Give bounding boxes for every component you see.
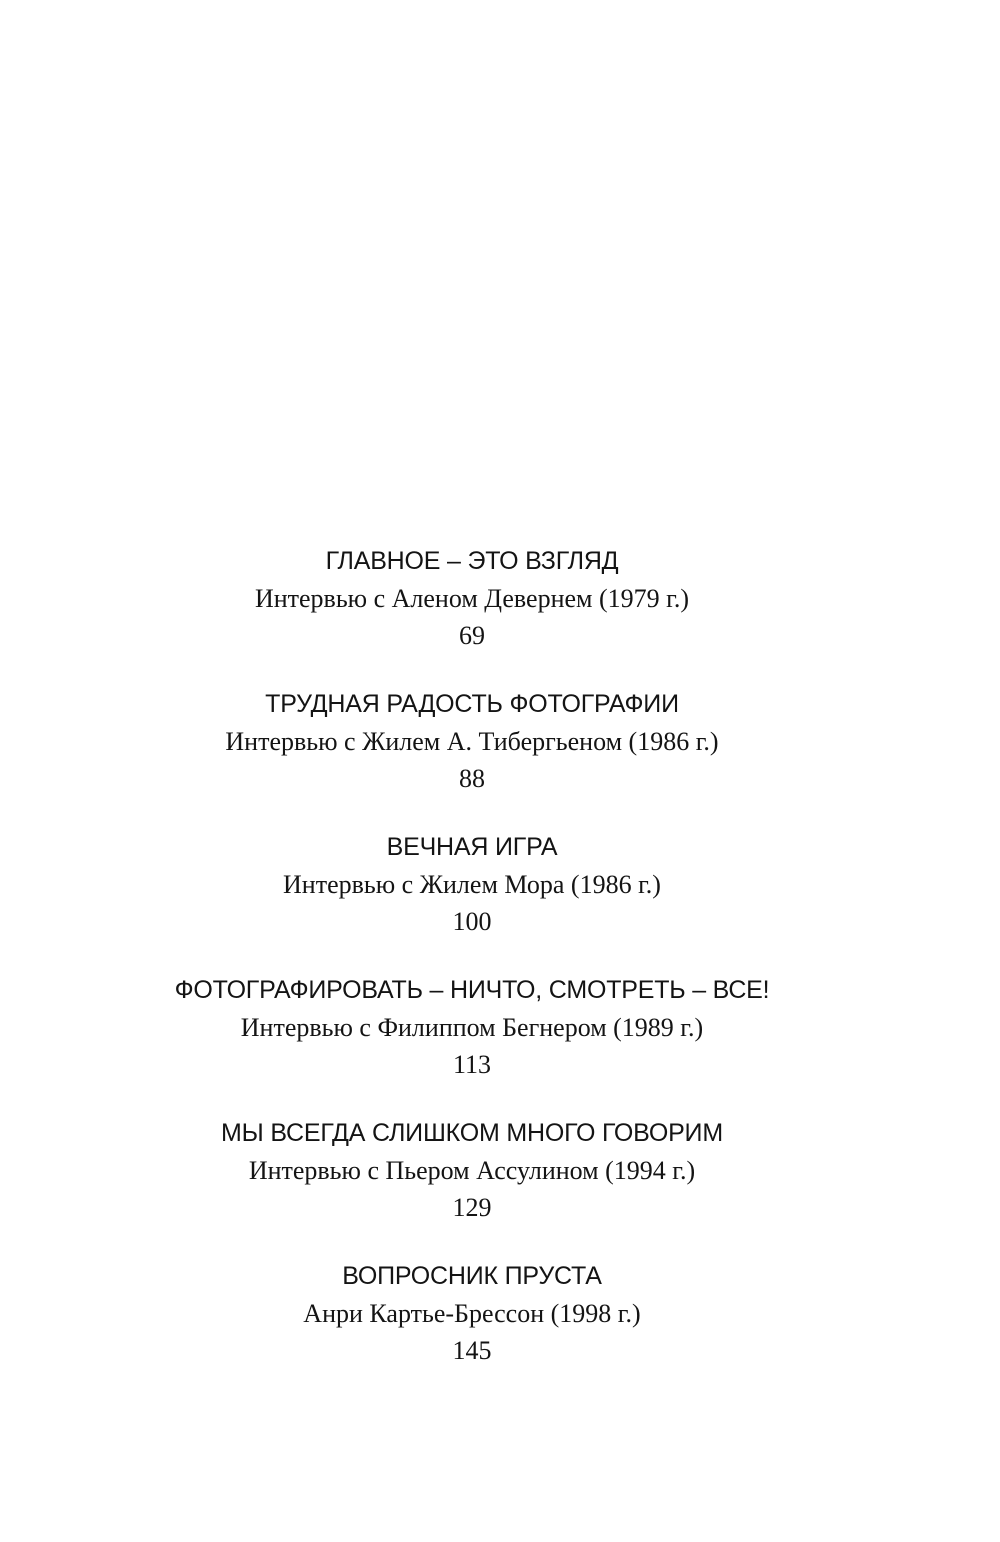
toc-entry: [0, 686, 944, 797]
toc-entry: [0, 1258, 944, 1369]
entry-title: ФОТОГРАФИРОВАТЬ – НИЧТО, СМОТРЕТЬ – ВСЕ!: [174, 976, 770, 1004]
entry-page-number: 100: [452, 907, 492, 936]
entry-page-number: 88: [459, 764, 485, 793]
entry-subtitle: Интервью с Филиппом Бегнером (1989 г.): [240, 1013, 704, 1042]
toc-entry: [0, 829, 944, 940]
entry-title: ГЛАВНОЕ – ЭТО ВЗГЛЯД: [325, 547, 619, 575]
entry-title: ВЕЧНАЯ ИГРА: [386, 833, 558, 861]
toc-entry: [0, 972, 944, 1083]
entry-subtitle: Анри Картье-Брессон (1998 г.): [303, 1299, 641, 1328]
entry-page-number: 69: [459, 621, 485, 650]
entry-title: ВОПРОСНИК ПРУСТА: [342, 1262, 602, 1290]
entry-subtitle: Интервью с Жилем А. Тибергьеном (1986 г.): [225, 727, 719, 756]
entry-subtitle: Интервью с Пьером Ассулином (1994 г.): [248, 1156, 696, 1185]
entry-subtitle: Интервью с Жилем Мора (1986 г.): [283, 870, 661, 899]
entry-title: МЫ ВСЕГДА СЛИШКОМ МНОГО ГОВОРИМ: [221, 1119, 723, 1147]
entry-page-number: 129: [452, 1193, 492, 1222]
entry-page-number: 113: [452, 1050, 492, 1079]
entry-title: ТРУДНАЯ РАДОСТЬ ФОТОГРАФИИ: [265, 690, 679, 718]
toc-entry: [0, 543, 944, 654]
toc-entry: [0, 1115, 944, 1226]
table-of-contents: [0, 543, 944, 1369]
entry-subtitle: Интервью с Аленом Девернем (1979 г.): [254, 584, 690, 613]
entry-page-number: 145: [452, 1336, 492, 1365]
